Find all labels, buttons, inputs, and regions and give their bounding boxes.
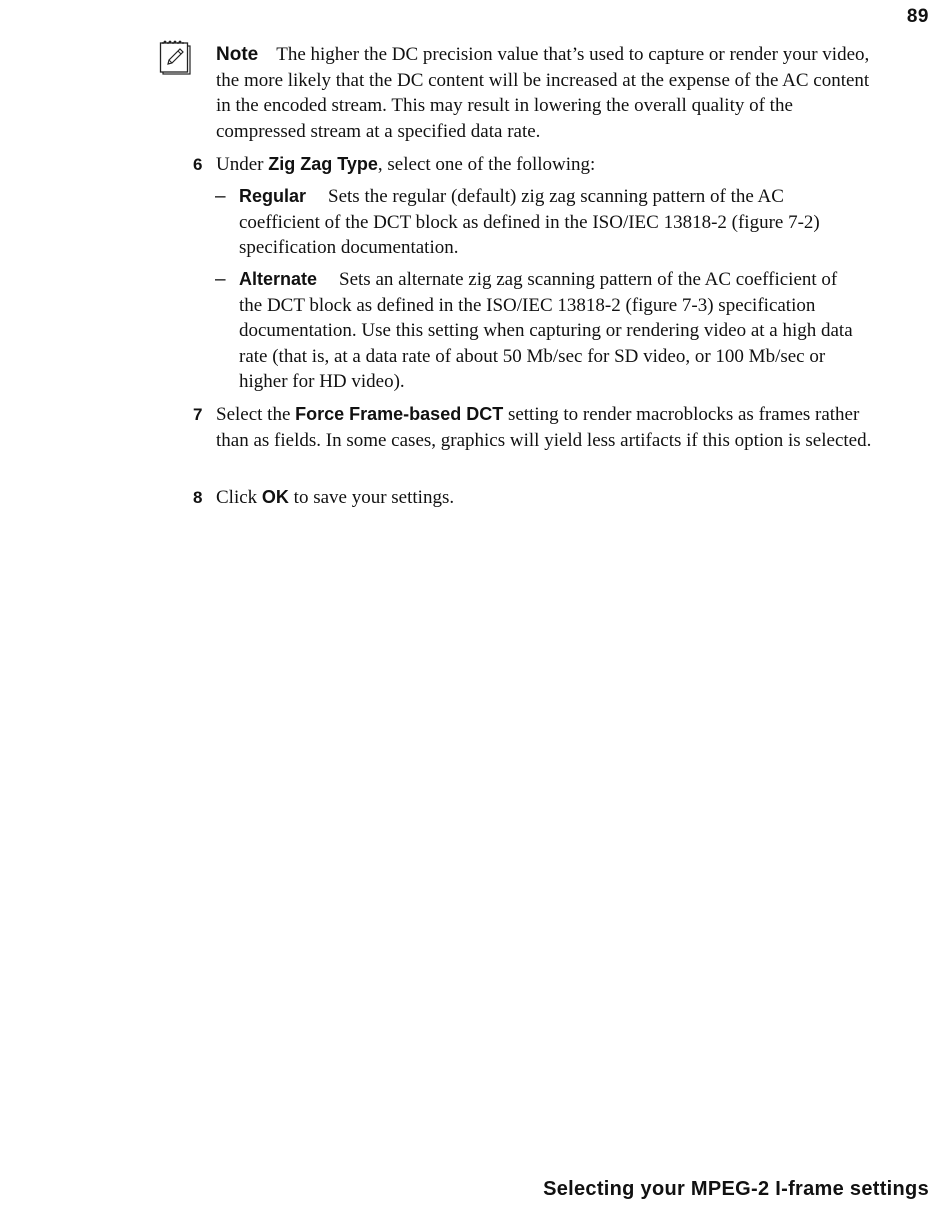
dash-bullet: – xyxy=(215,269,226,290)
page-footer-section-title: Selecting your MPEG-2 I-frame settings xyxy=(543,1178,929,1201)
step-number: 7 xyxy=(193,405,203,424)
zig-zag-type-keyword: Zig Zag Type xyxy=(268,154,378,174)
note-text: The higher the DC precision value that’s used to capture or render your video, the more likely that the DC content will be increased at the expense of the AC content in the encoded stream. This may result in lowering the overall quality of the compressed stream at a specified data rate. xyxy=(216,44,870,142)
page-number: 89 xyxy=(906,6,929,27)
option-alternate xyxy=(215,267,864,395)
note-label: Note xyxy=(216,44,259,65)
option-description-alternate: Sets an alternate zig zag scanning pattern of the AC coefficient of the DCT block as defined in the ISO/IEC 13818-2 (figure 7-3) specification documentation. Use this setting when capturing or rendering video at a high data rate (that is, at a data rate of about 50 Mb/sec for SD video, or 100 Mb/sec or higher for HD video). xyxy=(239,269,853,393)
step-text-after: , select one of the following: xyxy=(377,154,596,175)
note-paragraph xyxy=(216,42,876,144)
step-8 xyxy=(193,485,876,511)
step-6 xyxy=(193,152,876,178)
option-description-regular: Sets the regular (default) zig zag scanning pattern of the AC coefficient of the DCT block as defined in the ISO/IEC 13818-2 (figure 7-2) specification documentation. xyxy=(239,186,820,259)
dash-bullet: – xyxy=(215,186,226,207)
step-number: 6 xyxy=(193,155,203,174)
step-number: 8 xyxy=(193,488,203,507)
option-regular xyxy=(215,184,864,261)
option-term-regular: Regular xyxy=(239,186,307,206)
notepad-icon xyxy=(158,38,192,76)
step-text-before: Under xyxy=(216,154,269,175)
step-7 xyxy=(193,402,876,453)
step-text-after: setting to render macroblocks as frames rather than as fields. In some cases, graphics will yield less artifacts if this option is selected. xyxy=(216,404,872,451)
ok-keyword: OK xyxy=(261,487,289,507)
step-text-after: to save your settings. xyxy=(288,487,455,508)
step-text-before: Click xyxy=(216,487,262,508)
force-frame-based-dct-keyword: Force Frame-based DCT xyxy=(295,404,504,424)
option-term-alternate: Alternate xyxy=(239,269,318,289)
step-text-before: Select the xyxy=(216,404,296,425)
